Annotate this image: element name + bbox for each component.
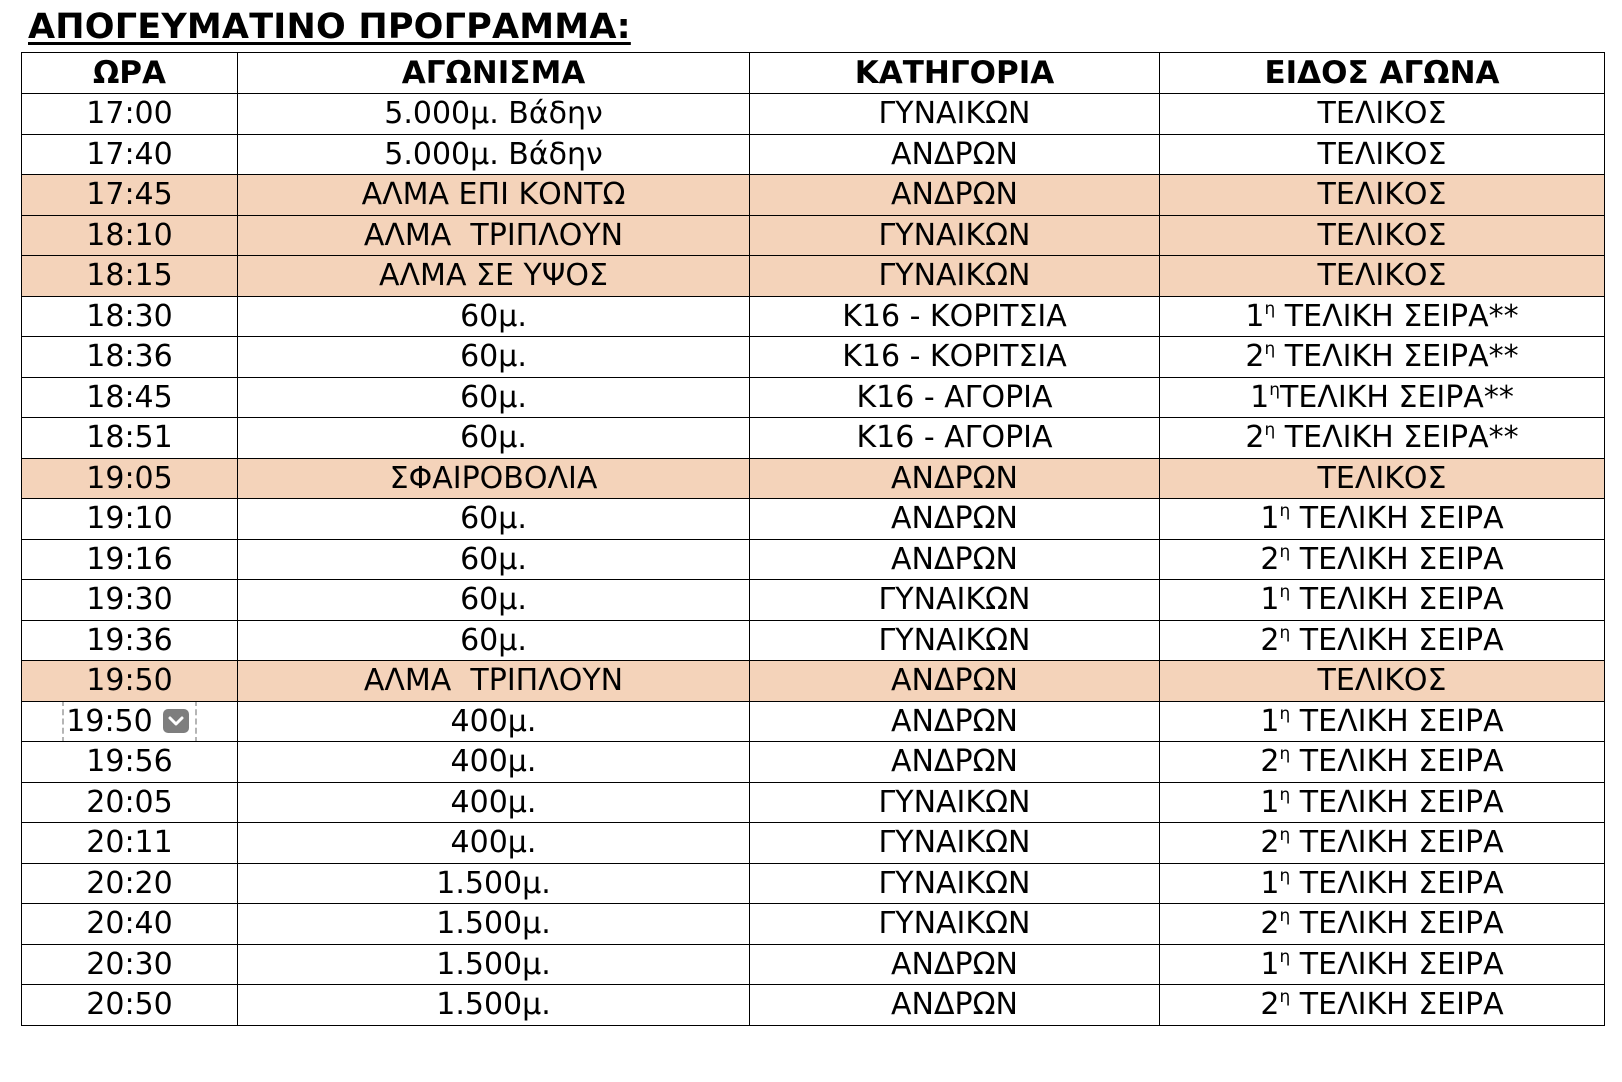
cell-time bbox=[22, 134, 238, 175]
time-value: 20:05 bbox=[86, 784, 173, 820]
race-type-text: ΤΕΛΙΚΗ ΣΕΙΡΑ bbox=[1290, 825, 1504, 861]
cell-event: 60μ. bbox=[238, 620, 750, 661]
cell-category: ΓΥΝΑΙΚΩΝ bbox=[750, 94, 1160, 135]
cell-time bbox=[22, 863, 238, 904]
time-value: 18:10 bbox=[86, 217, 173, 253]
time-value: 18:36 bbox=[86, 339, 173, 375]
cell-time bbox=[22, 175, 238, 216]
race-type-text: ΤΕΛΙΚΗ ΣΕΙΡΑ bbox=[1290, 622, 1504, 658]
table-row bbox=[22, 823, 1605, 864]
table-body bbox=[22, 94, 1605, 1026]
cell-race-type bbox=[1160, 823, 1605, 864]
time-value-wrap bbox=[86, 623, 172, 658]
time-value: 19:30 bbox=[86, 582, 173, 618]
cell-event: 5.000μ. Βάδην bbox=[238, 134, 750, 175]
ordinal-suffix: η bbox=[1279, 501, 1291, 522]
header-row bbox=[22, 53, 1605, 94]
time-value-wrap bbox=[86, 461, 172, 496]
cell-time bbox=[22, 661, 238, 702]
cell-race-type bbox=[1160, 377, 1605, 418]
table-row bbox=[22, 499, 1605, 540]
ordinal-suffix: η bbox=[1279, 987, 1291, 1008]
cell-event: 1.500μ. bbox=[238, 985, 750, 1026]
time-value-wrap bbox=[86, 542, 172, 577]
time-value-wrap bbox=[86, 906, 172, 941]
race-type-text: ΤΕΛΙΚΟΣ bbox=[1317, 258, 1447, 294]
race-type-text: ΤΕΛΙΚΟΣ bbox=[1317, 217, 1447, 253]
ordinal-suffix: η bbox=[1279, 865, 1291, 886]
table-row bbox=[22, 661, 1605, 702]
cell-event: 400μ. bbox=[238, 823, 750, 864]
race-type-text: ΤΕΛΙΚΗ ΣΕΙΡΑ bbox=[1290, 744, 1504, 780]
cell-category: ΑΝΔΡΩΝ bbox=[750, 458, 1160, 499]
ordinal-number: 1 bbox=[1245, 298, 1265, 334]
cell-category: ΑΝΔΡΩΝ bbox=[750, 742, 1160, 783]
race-type-text: ΤΕΛΙΚΗ ΣΕΙΡΑ** bbox=[1275, 339, 1519, 375]
ordinal-number: 2 bbox=[1260, 825, 1280, 861]
table-row bbox=[22, 539, 1605, 580]
time-value-wrap bbox=[86, 825, 172, 860]
cell-time bbox=[22, 985, 238, 1026]
time-value: 19:50 bbox=[86, 663, 173, 699]
ordinal-number: 1 bbox=[1250, 379, 1270, 415]
time-value-wrap bbox=[86, 420, 172, 455]
cell-time bbox=[22, 944, 238, 985]
cell-event: 60μ. bbox=[238, 377, 750, 418]
race-type-text: ΤΕΛΙΚΗ ΣΕΙΡΑ bbox=[1290, 541, 1504, 577]
cell-race-type bbox=[1160, 175, 1605, 216]
cell-race-type bbox=[1160, 580, 1605, 621]
table-row bbox=[22, 580, 1605, 621]
table-row bbox=[22, 742, 1605, 783]
cell-category: ΓΥΝΑΙΚΩΝ bbox=[750, 782, 1160, 823]
table-row bbox=[22, 256, 1605, 297]
cell-event: 60μ. bbox=[238, 499, 750, 540]
cell-category: ΑΝΔΡΩΝ bbox=[750, 175, 1160, 216]
ordinal-suffix: η bbox=[1279, 703, 1291, 724]
cell-race-type bbox=[1160, 337, 1605, 378]
cell-race-type bbox=[1160, 985, 1605, 1026]
ordinal-suffix: η bbox=[1264, 339, 1276, 360]
header-race-type: ΕΙΔΟΣ ΑΓΩΝΑ bbox=[1160, 53, 1605, 94]
table-row bbox=[22, 296, 1605, 337]
ordinal-suffix: η bbox=[1264, 298, 1276, 319]
cell-race-type bbox=[1160, 539, 1605, 580]
ordinal-suffix: η bbox=[1279, 784, 1291, 805]
ordinal-number: 1 bbox=[1260, 703, 1280, 739]
cell-race-type bbox=[1160, 94, 1605, 135]
cell-category: ΓΥΝΑΙΚΩΝ bbox=[750, 823, 1160, 864]
ordinal-suffix: η bbox=[1279, 946, 1291, 967]
time-value-wrap bbox=[86, 947, 172, 982]
ordinal-suffix: η bbox=[1279, 906, 1291, 927]
table-row bbox=[22, 337, 1605, 378]
cell-race-type bbox=[1160, 904, 1605, 945]
table-row bbox=[22, 377, 1605, 418]
race-type-text: ΤΕΛΙΚΗ ΣΕΙΡΑ** bbox=[1280, 379, 1514, 415]
table-row bbox=[22, 701, 1605, 742]
ordinal-suffix: η bbox=[1264, 420, 1276, 441]
time-value: 18:45 bbox=[86, 379, 173, 415]
cell-category: ΑΝΔΡΩΝ bbox=[750, 539, 1160, 580]
cell-event: ΑΛΜΑ ΕΠΙ ΚΟΝΤΩ bbox=[238, 175, 750, 216]
time-value: 20:50 bbox=[86, 987, 173, 1023]
time-value-wrap bbox=[86, 299, 172, 334]
cell-category: ΑΝΔΡΩΝ bbox=[750, 134, 1160, 175]
time-value: 19:56 bbox=[86, 744, 173, 780]
time-value: 20:30 bbox=[86, 946, 173, 982]
race-type-text: ΤΕΛΙΚΗ ΣΕΙΡΑ bbox=[1290, 703, 1504, 739]
table-row bbox=[22, 620, 1605, 661]
time-field-selected[interactable] bbox=[66, 704, 192, 739]
ordinal-number: 2 bbox=[1245, 420, 1265, 456]
cell-time bbox=[22, 94, 238, 135]
cell-category: ΓΥΝΑΙΚΩΝ bbox=[750, 580, 1160, 621]
cell-category: Κ16 - ΚΟΡΙΤΣΙΑ bbox=[750, 337, 1160, 378]
cell-category: ΓΥΝΑΙΚΩΝ bbox=[750, 863, 1160, 904]
race-type-text: ΤΕΛΙΚΟΣ bbox=[1317, 177, 1447, 213]
ordinal-number: 2 bbox=[1260, 987, 1280, 1023]
time-value: 20:11 bbox=[86, 825, 173, 861]
table-row bbox=[22, 863, 1605, 904]
table-row bbox=[22, 944, 1605, 985]
cell-time bbox=[22, 499, 238, 540]
ordinal-suffix: η bbox=[1269, 379, 1281, 400]
cell-event: 5.000μ. Βάδην bbox=[238, 94, 750, 135]
cell-time bbox=[22, 782, 238, 823]
race-type-text: ΤΕΛΙΚΗ ΣΕΙΡΑ bbox=[1290, 865, 1504, 901]
race-type-text: ΤΕΛΙΚΗ ΣΕΙΡΑ bbox=[1290, 906, 1504, 942]
schedule-table bbox=[21, 52, 1605, 1026]
cell-category: Κ16 - ΑΓΟΡΙΑ bbox=[750, 418, 1160, 459]
cell-time bbox=[22, 337, 238, 378]
header-event: ΑΓΩΝΙΣΜΑ bbox=[238, 53, 750, 94]
time-value: 18:30 bbox=[86, 298, 173, 334]
time-value-wrap bbox=[86, 137, 172, 172]
cell-event: 60μ. bbox=[238, 418, 750, 459]
cell-event: 1.500μ. bbox=[238, 944, 750, 985]
cell-event: 1.500μ. bbox=[238, 904, 750, 945]
time-value: 19:05 bbox=[86, 460, 173, 496]
time-value: 18:51 bbox=[86, 420, 173, 456]
cell-race-type bbox=[1160, 296, 1605, 337]
cell-race-type bbox=[1160, 620, 1605, 661]
ordinal-number: 1 bbox=[1260, 784, 1280, 820]
cell-time bbox=[22, 904, 238, 945]
time-value: 19:10 bbox=[86, 501, 173, 537]
cell-race-type bbox=[1160, 863, 1605, 904]
cell-event: 400μ. bbox=[238, 742, 750, 783]
cell-race-type bbox=[1160, 944, 1605, 985]
race-type-text: ΤΕΛΙΚΗ ΣΕΙΡΑ bbox=[1290, 501, 1504, 537]
cell-event: 60μ. bbox=[238, 580, 750, 621]
table-row bbox=[22, 418, 1605, 459]
ordinal-suffix: η bbox=[1279, 582, 1291, 603]
cell-category: ΑΝΔΡΩΝ bbox=[750, 499, 1160, 540]
cell-category: ΓΥΝΑΙΚΩΝ bbox=[750, 256, 1160, 297]
ordinal-number: 1 bbox=[1260, 582, 1280, 618]
table-row bbox=[22, 175, 1605, 216]
time-value-wrap bbox=[86, 866, 172, 901]
race-type-text: ΤΕΛΙΚΟΣ bbox=[1317, 663, 1447, 699]
cell-time bbox=[22, 215, 238, 256]
cell-time bbox=[22, 458, 238, 499]
cell-category: ΓΥΝΑΙΚΩΝ bbox=[750, 904, 1160, 945]
cell-category: ΓΥΝΑΙΚΩΝ bbox=[750, 620, 1160, 661]
cell-category: ΑΝΔΡΩΝ bbox=[750, 944, 1160, 985]
cell-category: Κ16 - ΚΟΡΙΤΣΙΑ bbox=[750, 296, 1160, 337]
ordinal-number: 1 bbox=[1260, 946, 1280, 982]
race-type-text: ΤΕΛΙΚΗ ΣΕΙΡΑ bbox=[1290, 987, 1504, 1023]
race-type-text: ΤΕΛΙΚΗ ΣΕΙΡΑ bbox=[1290, 784, 1504, 820]
race-type-text: ΤΕΛΙΚΟΣ bbox=[1317, 136, 1447, 172]
table-row bbox=[22, 904, 1605, 945]
cell-category: Κ16 - ΑΓΟΡΙΑ bbox=[750, 377, 1160, 418]
time-value: 18:15 bbox=[86, 258, 173, 294]
cell-race-type bbox=[1160, 782, 1605, 823]
cell-race-type bbox=[1160, 742, 1605, 783]
cell-category: ΑΝΔΡΩΝ bbox=[750, 985, 1160, 1026]
ordinal-suffix: η bbox=[1279, 744, 1291, 765]
time-value-wrap bbox=[86, 380, 172, 415]
cell-time bbox=[22, 377, 238, 418]
race-type-text: ΤΕΛΙΚΗ ΣΕΙΡΑ** bbox=[1275, 298, 1519, 334]
table-row bbox=[22, 94, 1605, 135]
cell-time bbox=[22, 539, 238, 580]
time-value-wrap bbox=[86, 339, 172, 374]
ordinal-number: 2 bbox=[1245, 339, 1265, 375]
page-title: ΑΠΟΓΕΥΜΑΤΙΝΟ ΠΡΟΓΡΑΜΜΑ: bbox=[28, 7, 631, 47]
header-time: ΩΡΑ bbox=[22, 53, 238, 94]
ordinal-suffix: η bbox=[1279, 622, 1291, 643]
time-value-wrap bbox=[86, 96, 172, 131]
cell-category: ΓΥΝΑΙΚΩΝ bbox=[750, 215, 1160, 256]
cell-race-type bbox=[1160, 215, 1605, 256]
race-type-text: ΤΕΛΙΚΟΣ bbox=[1317, 460, 1447, 496]
time-value: 20:20 bbox=[86, 865, 173, 901]
time-value-wrap bbox=[86, 582, 172, 617]
cell-event: 400μ. bbox=[238, 782, 750, 823]
time-value: 17:45 bbox=[86, 177, 173, 213]
header-category: ΚΑΤΗΓΟΡΙΑ bbox=[750, 53, 1160, 94]
cell-time bbox=[22, 296, 238, 337]
cell-category: ΑΝΔΡΩΝ bbox=[750, 661, 1160, 702]
ordinal-number: 2 bbox=[1260, 622, 1280, 658]
table-row bbox=[22, 782, 1605, 823]
ordinal-number: 2 bbox=[1260, 541, 1280, 577]
time-value-wrap bbox=[86, 501, 172, 536]
time-value: 19:50 bbox=[66, 703, 153, 739]
cell-race-type bbox=[1160, 499, 1605, 540]
cell-event: ΑΛΜΑ ΣΕ ΥΨΟΣ bbox=[238, 256, 750, 297]
time-value-wrap bbox=[86, 218, 172, 253]
cell-time bbox=[22, 823, 238, 864]
cell-race-type bbox=[1160, 661, 1605, 702]
table-row bbox=[22, 215, 1605, 256]
ordinal-number: 2 bbox=[1260, 744, 1280, 780]
cell-time bbox=[22, 620, 238, 661]
table-row bbox=[22, 985, 1605, 1026]
time-value-wrap bbox=[86, 663, 172, 698]
time-value: 20:40 bbox=[86, 906, 173, 942]
ordinal-number: 1 bbox=[1260, 865, 1280, 901]
time-value-wrap bbox=[86, 177, 172, 212]
ordinal-number: 2 bbox=[1260, 906, 1280, 942]
time-value-wrap bbox=[86, 744, 172, 779]
ordinal-number: 1 bbox=[1260, 501, 1280, 537]
time-value: 17:40 bbox=[86, 136, 173, 172]
race-type-text: ΤΕΛΙΚΗ ΣΕΙΡΑ bbox=[1290, 582, 1504, 618]
cell-time bbox=[22, 580, 238, 621]
time-value-wrap bbox=[86, 785, 172, 820]
table-row bbox=[22, 134, 1605, 175]
cell-time bbox=[22, 742, 238, 783]
time-value: 19:36 bbox=[86, 622, 173, 658]
cell-race-type bbox=[1160, 458, 1605, 499]
cell-race-type bbox=[1160, 256, 1605, 297]
cell-event: ΣΦΑΙΡΟΒΟΛΙΑ bbox=[238, 458, 750, 499]
cell-time bbox=[22, 418, 238, 459]
time-value-wrap bbox=[86, 987, 172, 1022]
ordinal-suffix: η bbox=[1279, 825, 1291, 846]
race-type-text: ΤΕΛΙΚΟΣ bbox=[1317, 96, 1447, 132]
cell-event: ΑΛΜΑ ΤΡΙΠΛΟΥΝ bbox=[238, 661, 750, 702]
chevron-down-icon[interactable] bbox=[163, 709, 189, 733]
cell-race-type bbox=[1160, 701, 1605, 742]
cell-event: 60μ. bbox=[238, 296, 750, 337]
ordinal-suffix: η bbox=[1279, 541, 1291, 562]
cell-race-type bbox=[1160, 134, 1605, 175]
time-value: 17:00 bbox=[86, 96, 173, 132]
table-row bbox=[22, 458, 1605, 499]
cell-race-type bbox=[1160, 418, 1605, 459]
cell-event: 60μ. bbox=[238, 539, 750, 580]
table-header bbox=[22, 53, 1605, 94]
time-value: 19:16 bbox=[86, 541, 173, 577]
cell-event: 60μ. bbox=[238, 337, 750, 378]
race-type-text: ΤΕΛΙΚΗ ΣΕΙΡΑ** bbox=[1275, 420, 1519, 456]
cell-event: 400μ. bbox=[238, 701, 750, 742]
cell-time bbox=[22, 256, 238, 297]
time-value-wrap bbox=[86, 258, 172, 293]
cell-category: ΑΝΔΡΩΝ bbox=[750, 701, 1160, 742]
cell-event: 1.500μ. bbox=[238, 863, 750, 904]
cell-event: ΑΛΜΑ ΤΡΙΠΛΟΥΝ bbox=[238, 215, 750, 256]
race-type-text: ΤΕΛΙΚΗ ΣΕΙΡΑ bbox=[1290, 946, 1504, 982]
cell-time[interactable] bbox=[22, 701, 238, 742]
